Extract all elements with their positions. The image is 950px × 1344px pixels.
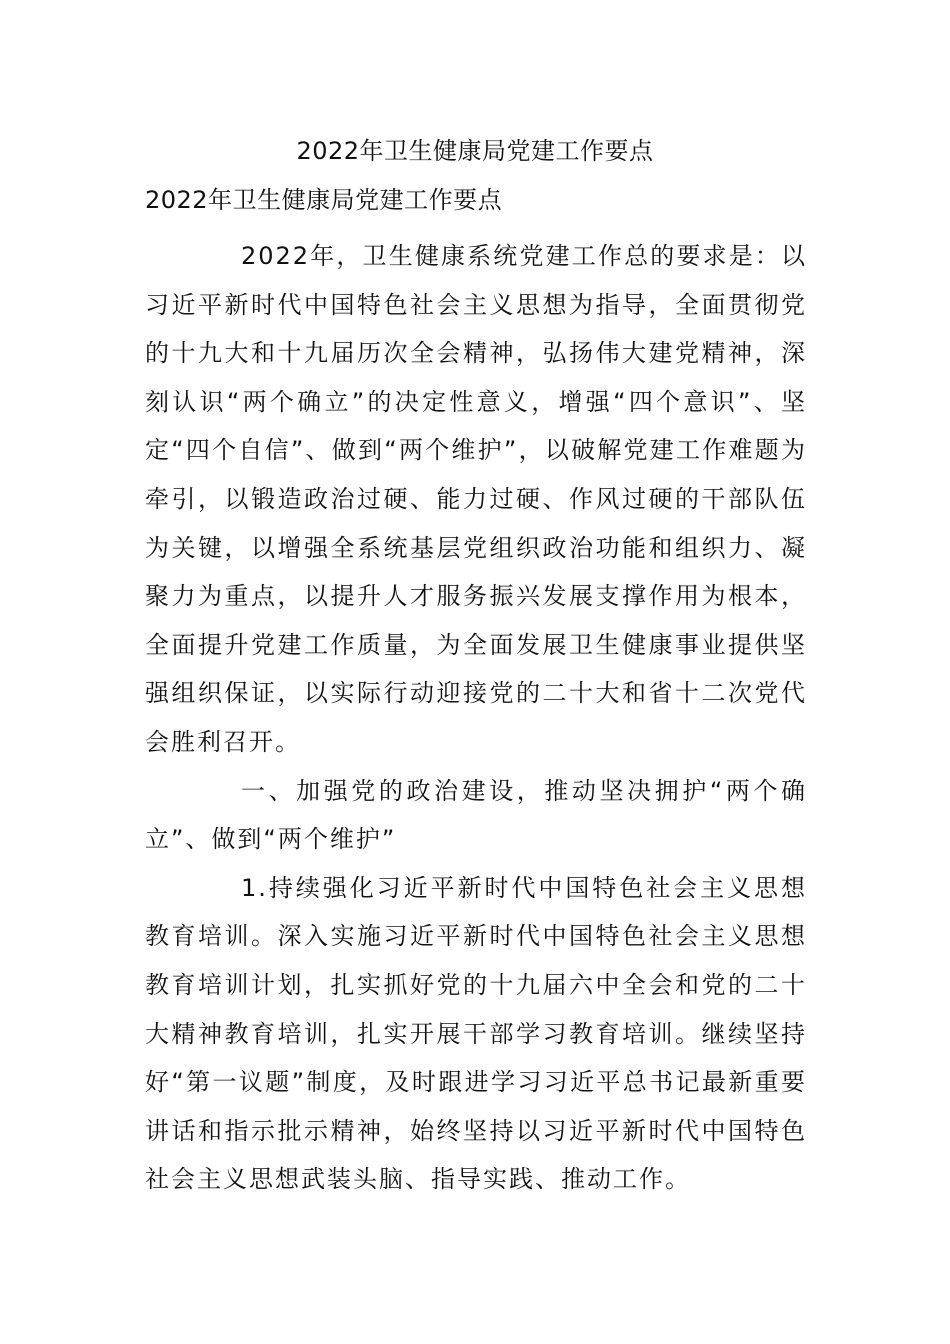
paragraph-intro: 2022年，卫生健康系统党建工作总的要求是：以习近平新时代中国特色社会主义思想为指导，全面贯彻党的十九大和十九届历次全会精神，弘扬伟大建党精神，深刻认识“两个确立”的决定性意义，增强“四个意识”、坚定“四个自信”、做到“两个维护”，以破解党建工作难题为牵引，以锻造政治过硬、能力过硬、作风过硬的干部队伍为关键，以增强全系统基层党组织政治功能和组织力、凝聚力为重点，以提升人才服务振兴发展支撑作用为根本，全面提升党建工作质量，为全面发展卫生健康事业提供坚强组织保证，以实际行动迎接党的二十大和省十二次党代会胜利召开。 bbox=[145, 242, 807, 756]
paragraph-item-1: 1.持续强化习近平新时代中国特色社会主义思想教育培训。深入实施习近平新时代中国特色社会主义思想教育培训计划，扎实抓好党的十九届六中全会和党的二十大精神教育培训，扎实开展干部学习教育培训。继续坚持好“第一议题”制度，及时跟进学习习近平总书记最新重要讲话和指示批示精神，始终坚持以习近平新时代中国特色社会主义思想武装头脑、指导实践、推动工作。 bbox=[145, 873, 807, 1194]
document-subtitle: 2022年卫生健康局党建工作要点 bbox=[145, 186, 503, 214]
section-heading-1: 一、加强党的政治建设，推动坚决拥护“两个确立”、做到“两个维护” bbox=[145, 776, 807, 854]
document-title: 2022年卫生健康局党建工作要点 bbox=[296, 137, 654, 165]
document-body bbox=[145, 232, 807, 1204]
